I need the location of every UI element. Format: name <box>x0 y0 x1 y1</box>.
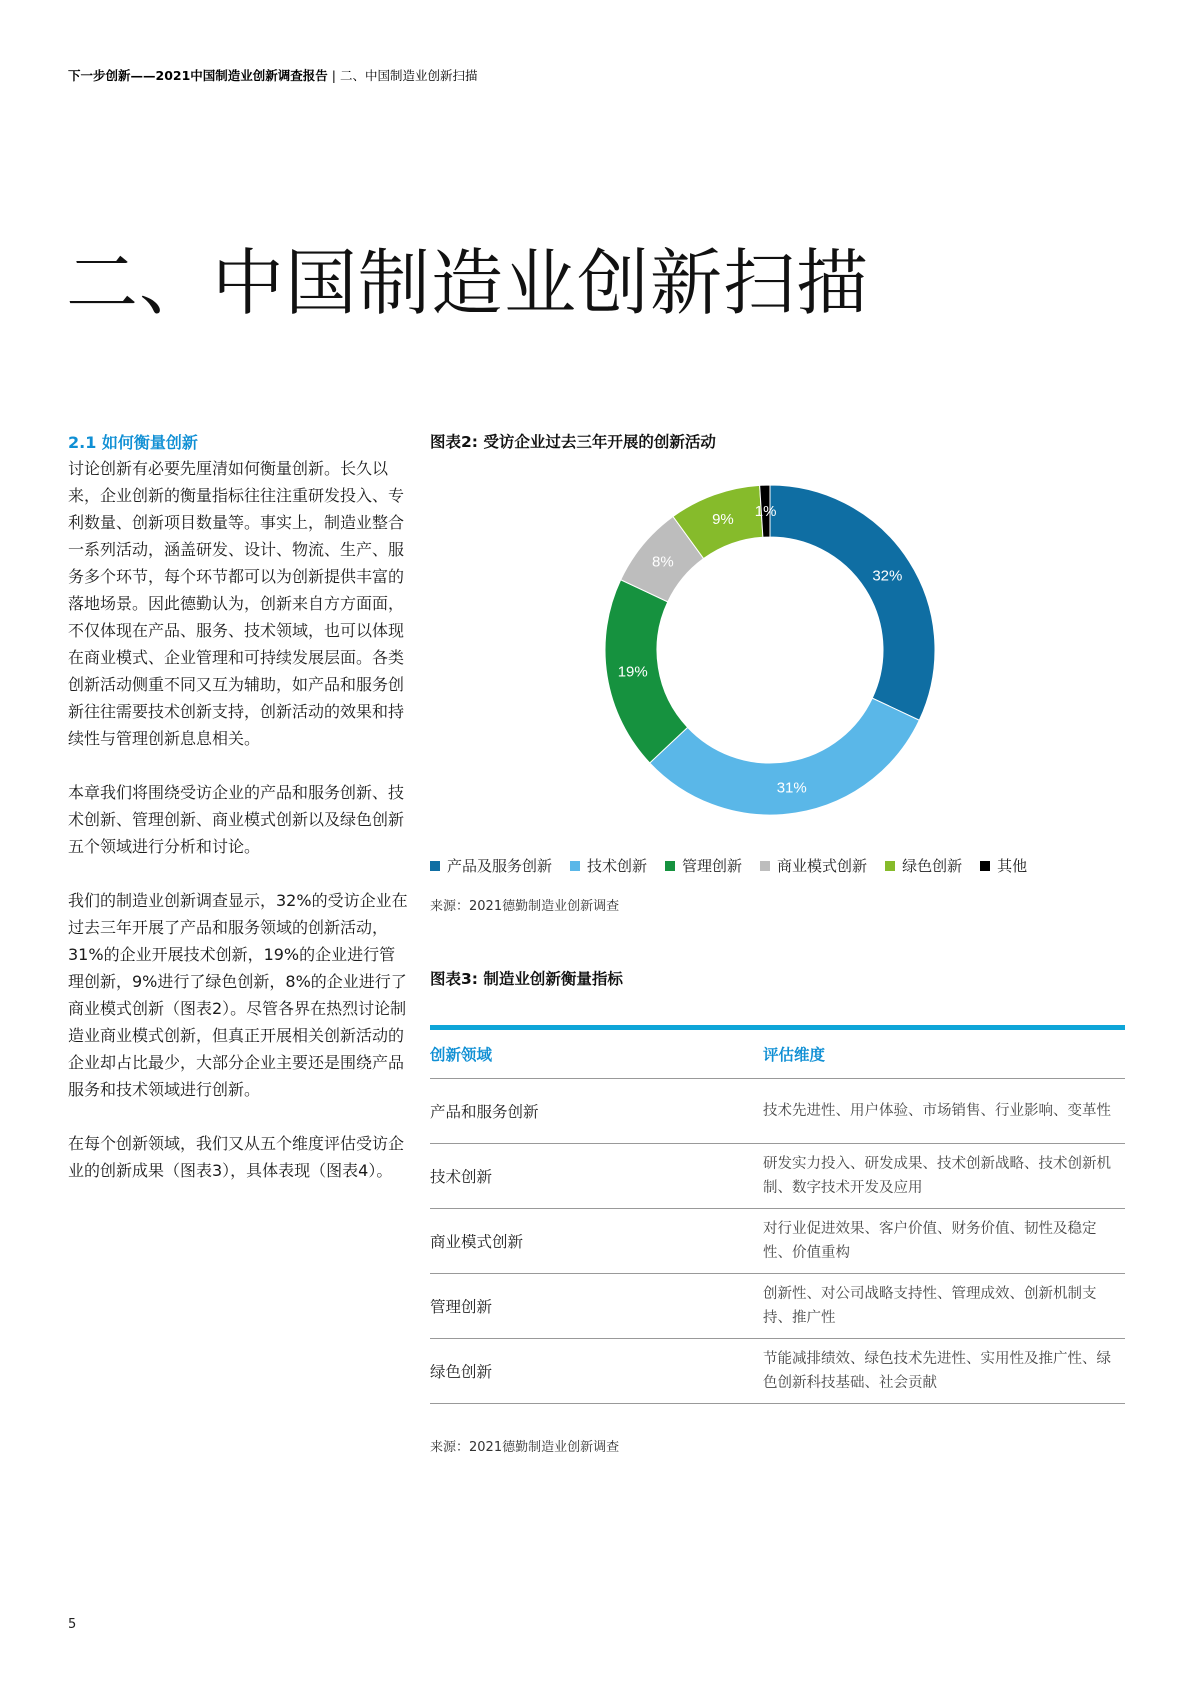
legend-label: 商业模式创新 <box>777 857 868 875</box>
donut-chart <box>590 470 950 830</box>
legend-item <box>885 855 962 876</box>
legend-item <box>665 855 742 876</box>
table-header-row <box>430 1028 1125 1079</box>
legend-item <box>570 855 647 876</box>
donut-slice-1 <box>770 485 935 720</box>
legend-item <box>760 855 867 876</box>
cell-area: 技术创新 <box>430 1144 763 1209</box>
donut-slice-label-6: 1% <box>754 503 777 521</box>
body-paragraph-4: 在每个创新领域，我们又从五个维度评估受访企业的创新成果（图表3），具体表现（图表4）。 <box>68 1134 405 1180</box>
body-paragraph-3: 我们的制造业创新调查显示，32%的受访企业在过去三年开展了产品和服务领域的创新活动，31%的企业开展技术创新，19%的企业进行管理创新，9%进行了绿色创新，8%的企业进行了商业模式创新（图表2）。尽管各界在热烈讨论制造业商业模式创新，但真正开展相关创新活动的企业却占比最少，大部分企业主要还是围绕产品服务和技术领域进行创新。 <box>68 891 408 1099</box>
figure2-caption: 图表2: 受访企业过去三年开展的创新活动 <box>430 433 716 451</box>
legend-label: 技术创新 <box>587 857 648 875</box>
legend-swatch <box>430 861 440 871</box>
body-paragraph-2: 本章我们将围绕受访企业的产品和服务创新、技术创新、管理创新、商业模式创新以及绿色创新五个领域进行分析和讨论。 <box>68 783 405 856</box>
column-header-area: 创新领域 <box>430 1028 763 1079</box>
figure3-caption: 图表3: 制造业创新衡量指标 <box>430 970 623 988</box>
cell-dimensions: 节能减排绩效、绿色技术先进性、实用性及推广性、绿色创新科技基础、社会贡献 <box>763 1339 1125 1404</box>
body-paragraph-1: 讨论创新有必要先厘清如何衡量创新。长久以来，企业创新的衡量指标往往注重研发投入、专利数量、创新项目数量等。事实上，制造业整合一系列活动，涵盖研发、设计、物流、生产、服务多个环节，每个环节都可以为创新提供丰富的落地场景。因此德勤认为，创新来自方方面面，不仅体现在产品、服务、技术领域，也可以体现在商业模式、企业管理和可持续发展层面。各类创新活动侧重不同又互为辅助，如产品和服务创新往往需要技术创新支持，创新活动的效果和持续性与管理创新息息相关。 <box>68 459 405 748</box>
table-row <box>430 1274 1125 1339</box>
donut-slice-2 <box>650 698 920 815</box>
legend-swatch <box>980 861 990 871</box>
donut-slice-label-2: 31% <box>776 779 807 797</box>
cell-area: 绿色创新 <box>430 1339 763 1404</box>
cell-area: 商业模式创新 <box>430 1209 763 1274</box>
cell-dimensions: 技术先进性、用户体验、市场销售、行业影响、变革性 <box>763 1079 1125 1144</box>
column-header-dimensions: 评估维度 <box>763 1028 1125 1079</box>
page-number: 5 <box>68 1617 77 1632</box>
cell-area: 管理创新 <box>430 1274 763 1339</box>
table-row <box>430 1339 1125 1404</box>
legend-swatch <box>885 861 895 871</box>
header-separator: | <box>331 68 336 83</box>
cell-dimensions: 创新性、对公司战略支持性、管理成效、创新机制支持、推广性 <box>763 1274 1125 1339</box>
table-row <box>430 1079 1125 1144</box>
cell-area: 产品和服务创新 <box>430 1079 763 1144</box>
page-title: 二、中国制造业创新扫描 <box>66 241 870 325</box>
donut-slice-label-1: 32% <box>872 567 903 585</box>
figure3-source: 来源：2021德勤制造业创新调查 <box>430 1440 620 1455</box>
table-row <box>430 1144 1125 1209</box>
legend-swatch <box>760 861 770 871</box>
report-title: 下一步创新——2021中国制造业创新调查报告 <box>68 68 328 83</box>
header-section: 二、中国制造业创新扫描 <box>339 68 478 83</box>
legend-item <box>430 855 552 876</box>
donut-slice-label-5: 9% <box>712 511 734 529</box>
legend-label: 产品及服务创新 <box>447 857 553 875</box>
legend-swatch <box>570 861 580 871</box>
cell-dimensions: 研发实力投入、研发成果、技术创新战略、技术创新机制、数字技术开发及应用 <box>763 1144 1125 1209</box>
legend-item <box>980 855 1027 876</box>
legend-label: 其他 <box>997 857 1028 875</box>
cell-dimensions: 对行业促进效果、客户价值、财务价值、韧性及稳定性、价值重构 <box>763 1209 1125 1274</box>
legend-swatch <box>665 861 675 871</box>
section-heading: 2.1 如何衡量创新 <box>68 433 198 452</box>
donut-slice-label-4: 8% <box>652 553 674 571</box>
legend-label: 绿色创新 <box>902 857 963 875</box>
metrics-table <box>430 1025 1125 1404</box>
chart-legend <box>430 855 1150 876</box>
donut-slice-label-3: 19% <box>617 663 648 681</box>
legend-label: 管理创新 <box>682 857 743 875</box>
running-header <box>68 66 478 84</box>
body-text-column <box>68 430 410 1211</box>
figure2-source: 来源：2021德勤制造业创新调查 <box>430 899 620 914</box>
table-row <box>430 1209 1125 1274</box>
